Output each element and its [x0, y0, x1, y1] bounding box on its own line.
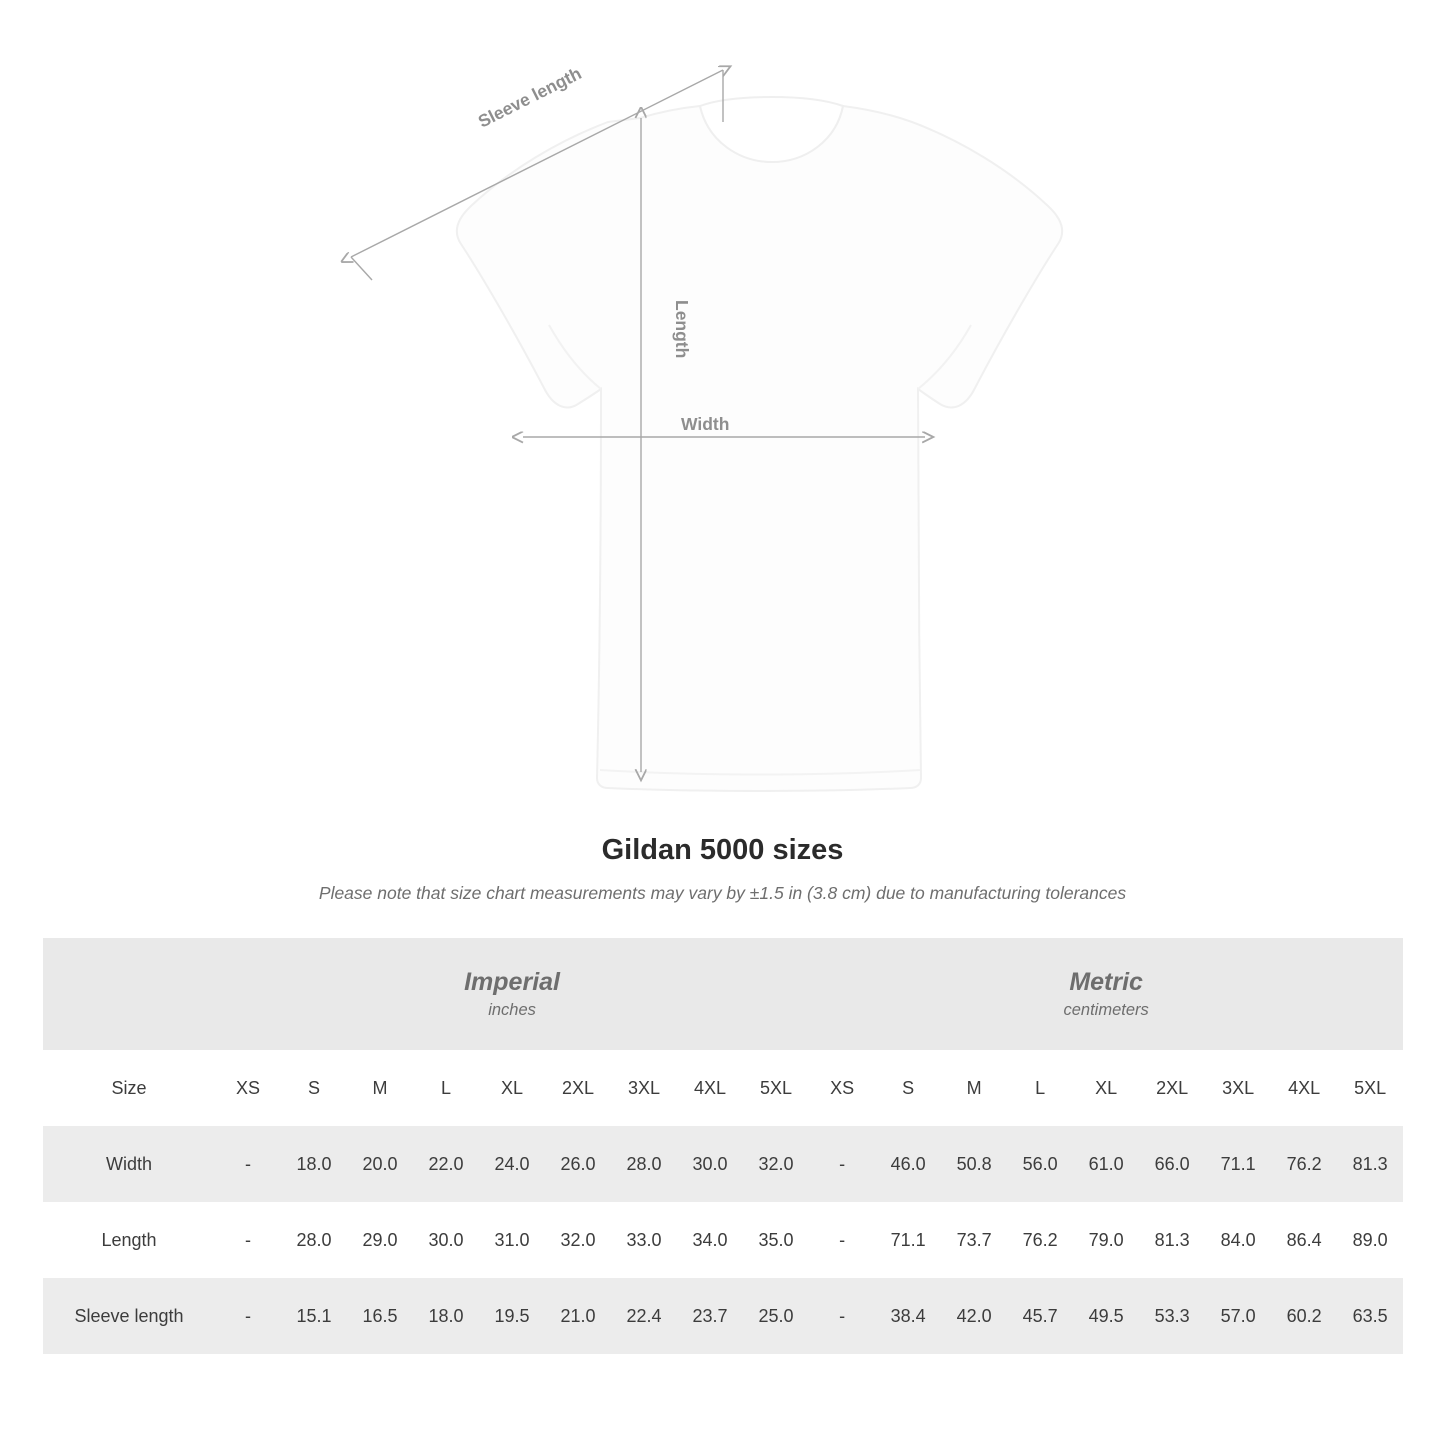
cell-length-metric-5xl: 89.0: [1337, 1202, 1403, 1278]
size-label: Size: [43, 1050, 215, 1126]
table-row: [43, 1202, 1403, 1278]
unit-group-metric-name: Metric: [1069, 968, 1143, 996]
cell-length-imperial-m: 29.0: [347, 1202, 413, 1278]
col-head-imperial-xs: XS: [215, 1050, 281, 1126]
size-table-wrap: [0, 938, 1445, 1354]
cell-sleeve-metric-5xl: 63.5: [1337, 1278, 1403, 1354]
col-head-imperial-s: S: [281, 1050, 347, 1126]
cell-width-imperial-s: 18.0: [281, 1126, 347, 1202]
table-row: [43, 1126, 1403, 1202]
cell-width-imperial-4xl: 30.0: [677, 1126, 743, 1202]
cell-sleeve-metric-4xl: 60.2: [1271, 1278, 1337, 1354]
col-head-metric-3xl: 3XL: [1205, 1050, 1271, 1126]
col-head-imperial-4xl: 4XL: [677, 1050, 743, 1126]
cell-sleeve-metric-xs: -: [809, 1278, 875, 1354]
unit-group-imperial-name: Imperial: [464, 968, 560, 996]
col-head-metric-5xl: 5XL: [1337, 1050, 1403, 1126]
cell-sleeve-metric-l: 45.7: [1007, 1278, 1073, 1354]
col-head-metric-xs: XS: [809, 1050, 875, 1126]
cell-length-metric-xs: -: [809, 1202, 875, 1278]
cell-sleeve-imperial-2xl: 21.0: [545, 1278, 611, 1354]
cell-sleeve-metric-2xl: 53.3: [1139, 1278, 1205, 1354]
table-row: [43, 1278, 1403, 1354]
unit-header-row: [43, 938, 1403, 1050]
cell-sleeve-imperial-5xl: 25.0: [743, 1278, 809, 1354]
cell-width-metric-4xl: 76.2: [1271, 1126, 1337, 1202]
cell-length-metric-m: 73.7: [941, 1202, 1007, 1278]
cell-width-metric-3xl: 71.1: [1205, 1126, 1271, 1202]
cell-length-metric-3xl: 84.0: [1205, 1202, 1271, 1278]
chart-title: Gildan 5000 sizes: [601, 834, 844, 866]
cell-width-imperial-2xl: 26.0: [545, 1126, 611, 1202]
cell-width-imperial-xl: 24.0: [479, 1126, 545, 1202]
cell-length-imperial-3xl: 33.0: [611, 1202, 677, 1278]
cell-width-metric-l: 56.0: [1007, 1126, 1073, 1202]
cell-width-imperial-5xl: 32.0: [743, 1126, 809, 1202]
cell-length-metric-s: 71.1: [875, 1202, 941, 1278]
col-head-imperial-l: L: [413, 1050, 479, 1126]
cell-width-metric-5xl: 81.3: [1337, 1126, 1403, 1202]
cell-width-metric-xl: 61.0: [1073, 1126, 1139, 1202]
cell-sleeve-imperial-l: 18.0: [413, 1278, 479, 1354]
cell-width-metric-2xl: 66.0: [1139, 1126, 1205, 1202]
cell-length-imperial-l: 30.0: [413, 1202, 479, 1278]
unit-group-metric: [809, 938, 1403, 1050]
row-label-length: Length: [43, 1202, 215, 1278]
col-head-metric-4xl: 4XL: [1271, 1050, 1337, 1126]
cell-length-imperial-2xl: 32.0: [545, 1202, 611, 1278]
col-head-imperial-xl: XL: [479, 1050, 545, 1126]
cell-sleeve-imperial-xs: -: [215, 1278, 281, 1354]
size-table: [43, 938, 1403, 1354]
cell-width-metric-xs: -: [809, 1126, 875, 1202]
unit-group-metric-sub: centimeters: [1063, 1001, 1149, 1019]
cell-sleeve-metric-m: 42.0: [941, 1278, 1007, 1354]
col-head-imperial-5xl: 5XL: [743, 1050, 809, 1126]
length-label: Length: [672, 300, 692, 359]
cell-sleeve-metric-3xl: 57.0: [1205, 1278, 1271, 1354]
cell-width-imperial-xs: -: [215, 1126, 281, 1202]
col-head-imperial-2xl: 2XL: [545, 1050, 611, 1126]
col-head-metric-m: M: [941, 1050, 1007, 1126]
cell-width-metric-m: 50.8: [941, 1126, 1007, 1202]
col-head-metric-l: L: [1007, 1050, 1073, 1126]
tshirt-shape: [457, 97, 1062, 791]
width-label: Width: [681, 414, 730, 434]
col-head-imperial-m: M: [347, 1050, 413, 1126]
cell-length-imperial-xl: 31.0: [479, 1202, 545, 1278]
cell-length-metric-4xl: 86.4: [1271, 1202, 1337, 1278]
chart-subtitle: Please note that size chart measurements may vary by ±1.5 in (3.8 cm) due to manufacturing tolerances: [318, 883, 1127, 903]
cell-width-imperial-3xl: 28.0: [611, 1126, 677, 1202]
col-head-metric-xl: XL: [1073, 1050, 1139, 1126]
unit-group-imperial-sub: inches: [488, 1001, 536, 1019]
col-head-metric-2xl: 2XL: [1139, 1050, 1205, 1126]
cell-sleeve-metric-xl: 49.5: [1073, 1278, 1139, 1354]
col-head-metric-s: S: [875, 1050, 941, 1126]
col-head-imperial-3xl: 3XL: [611, 1050, 677, 1126]
cell-sleeve-imperial-xl: 19.5: [479, 1278, 545, 1354]
cell-sleeve-metric-s: 38.4: [875, 1278, 941, 1354]
sleeve-length-label: Sleeve length: [474, 63, 585, 132]
cell-width-imperial-m: 20.0: [347, 1126, 413, 1202]
cell-sleeve-imperial-m: 16.5: [347, 1278, 413, 1354]
cell-length-imperial-4xl: 34.0: [677, 1202, 743, 1278]
size-header-row: [43, 1050, 1403, 1126]
cell-length-metric-l: 76.2: [1007, 1202, 1073, 1278]
cell-length-imperial-5xl: 35.0: [743, 1202, 809, 1278]
cell-length-imperial-xs: -: [215, 1202, 281, 1278]
unit-head-spacer: [43, 938, 215, 1050]
cell-width-imperial-l: 22.0: [413, 1126, 479, 1202]
cell-width-metric-s: 46.0: [875, 1126, 941, 1202]
cell-length-metric-2xl: 81.3: [1139, 1202, 1205, 1278]
cell-sleeve-imperial-s: 15.1: [281, 1278, 347, 1354]
cell-length-imperial-s: 28.0: [281, 1202, 347, 1278]
cell-sleeve-imperial-4xl: 23.7: [677, 1278, 743, 1354]
cell-sleeve-imperial-3xl: 22.4: [611, 1278, 677, 1354]
row-label-sleeve-length: Sleeve length: [43, 1278, 215, 1354]
cell-length-metric-xl: 79.0: [1073, 1202, 1139, 1278]
row-label-width: Width: [43, 1126, 215, 1202]
unit-group-imperial: [215, 938, 809, 1050]
